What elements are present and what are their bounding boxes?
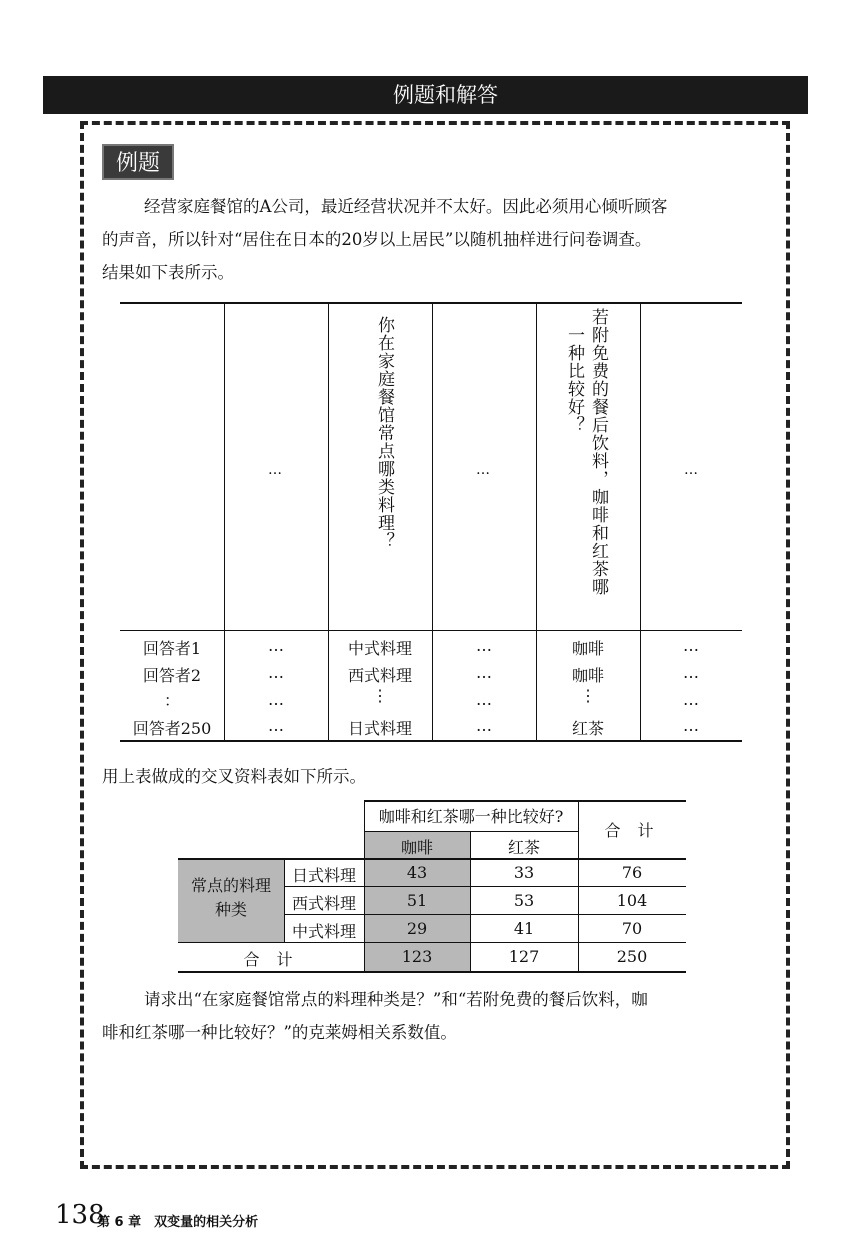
respondent-cell: 回答者250 xyxy=(132,719,212,738)
coffee-value: 29 xyxy=(406,919,428,938)
coffee-total: 123 xyxy=(401,947,433,966)
ellipsis-cell: … xyxy=(683,663,699,682)
ellipsis-cell: … xyxy=(476,716,492,735)
ellipsis-cell: … xyxy=(268,690,284,709)
ellipsis-cell: … xyxy=(476,690,492,709)
coffee-header: 咖啡 xyxy=(400,838,433,857)
dish-cell: 西式料理 xyxy=(347,666,412,685)
ellipsis-cell: … xyxy=(683,690,699,709)
tea-total: 127 xyxy=(508,947,540,966)
survey-header-rule xyxy=(120,630,742,631)
section-banner: 例题和解答 xyxy=(43,76,808,114)
cross-intro: 用上表做成的交叉资料表如下所示。 xyxy=(102,767,366,786)
total-header: 合 计 xyxy=(604,821,660,840)
intro-paragraph xyxy=(102,190,772,289)
drink-cell: 红茶 xyxy=(571,719,604,738)
intro-line-2: 的声音，所以针对“居住在日本的20岁以上居民”以随机抽样进行问卷调查。 xyxy=(102,230,652,249)
ellipsis-cell: … xyxy=(476,663,492,682)
question-2-header-col2: 一种比较好？ xyxy=(564,326,584,434)
cross-table xyxy=(178,800,686,972)
drink-cell: 咖啡 xyxy=(571,666,604,685)
cross-top-rule xyxy=(364,800,686,802)
survey-top-rule xyxy=(120,302,742,304)
ellipsis-cell: … xyxy=(268,663,284,682)
respondent-cell: 回答者1 xyxy=(142,639,202,658)
intro-line-1: 经营家庭餐馆的A公司，最近经营状况并不太好。因此必须用心倾听顾客 xyxy=(144,197,668,216)
cross-row-rule xyxy=(284,886,686,887)
survey-bottom-rule xyxy=(120,740,742,742)
row-total: 104 xyxy=(616,891,648,910)
question-line-1: 请求出“在家庭餐馆常点的料理种类是？”和“若附免费的餐后饮料，咖 xyxy=(144,990,648,1009)
question-1-header: 你在家庭餐馆常点哪类料理？ xyxy=(374,316,394,550)
cross-col-header: 咖啡和红茶哪一种比较好? xyxy=(378,807,564,826)
cross-bottom-rule xyxy=(178,971,686,973)
row-group-label-line-2: 种类 xyxy=(214,900,247,919)
intro-line-3: 结果如下表所示。 xyxy=(102,263,234,282)
cross-header-rule xyxy=(178,858,686,860)
row-label: 日式料理 xyxy=(291,866,356,885)
tea-value: 33 xyxy=(513,863,535,882)
question-line-2: 啡和红茶哪一种比较好？”的克莱姆相关系数值。 xyxy=(102,1023,457,1042)
respondent-cell: 回答者2 xyxy=(142,666,202,685)
row-label: 西式料理 xyxy=(291,894,356,913)
dish-cell: 日式料理 xyxy=(347,719,412,738)
coffee-value: 51 xyxy=(406,891,428,910)
survey-table xyxy=(120,302,742,742)
cross-row-rule xyxy=(284,914,686,915)
drink-cell: 咖啡 xyxy=(571,639,604,658)
cross-subheader-rule xyxy=(364,831,578,832)
tea-header: 红茶 xyxy=(507,838,540,857)
row-total: 76 xyxy=(621,863,643,882)
dish-cell: ⋮ xyxy=(372,686,388,705)
ellipsis-cell: … xyxy=(268,716,284,735)
header-ellipsis: … xyxy=(684,462,698,478)
cross-total-rule xyxy=(178,942,686,943)
question-paragraph xyxy=(102,983,772,1049)
respondent-cell: ： xyxy=(163,691,180,710)
drink-cell: ⋮ xyxy=(580,686,596,705)
page-number: 138 xyxy=(55,1200,105,1230)
example-tag: 例题 xyxy=(102,144,174,180)
coffee-value: 43 xyxy=(406,863,428,882)
grand-total: 250 xyxy=(616,947,648,966)
ellipsis-cell: … xyxy=(683,636,699,655)
header-ellipsis: … xyxy=(476,462,490,478)
row-group-label xyxy=(178,874,284,922)
row-label: 中式料理 xyxy=(291,922,356,941)
ellipsis-cell: … xyxy=(683,716,699,735)
totals-label: 合 计 xyxy=(243,950,299,969)
tea-value: 41 xyxy=(513,919,535,938)
row-group-label-line-1: 常点的料理 xyxy=(190,876,271,895)
ellipsis-cell: … xyxy=(268,636,284,655)
row-total: 70 xyxy=(621,919,643,938)
question-2-header-col1: 若附免费的餐后饮料，咖啡和红茶哪 xyxy=(588,308,608,596)
header-ellipsis: … xyxy=(268,462,282,478)
tea-value: 53 xyxy=(513,891,535,910)
chapter-title: 第 6 章 双变量的相关分析 xyxy=(97,1215,259,1230)
dish-cell: 中式料理 xyxy=(347,639,412,658)
ellipsis-cell: … xyxy=(476,636,492,655)
